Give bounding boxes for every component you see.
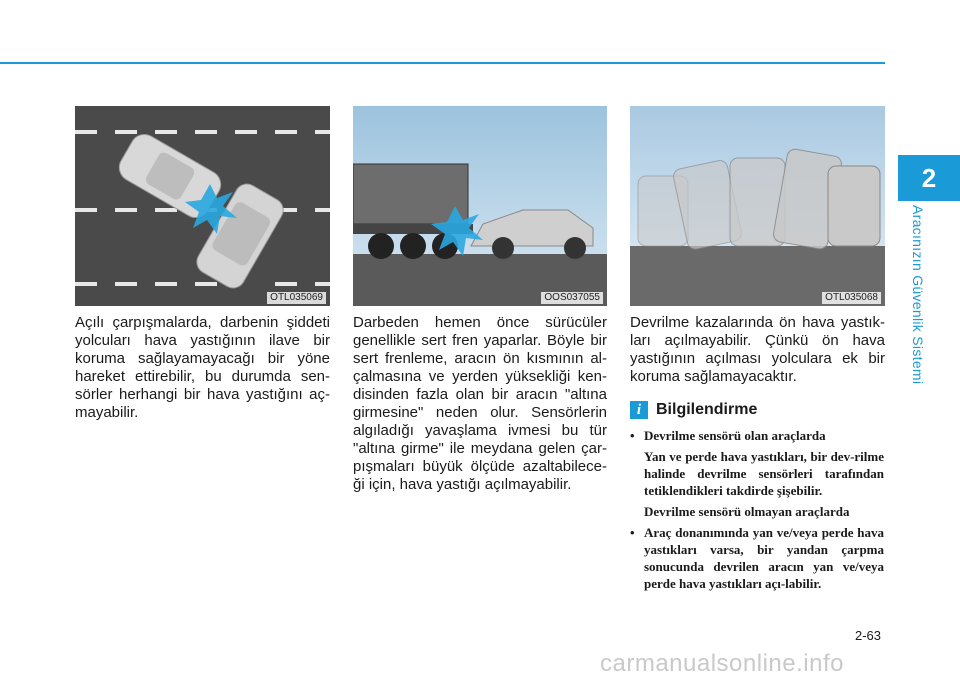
info-title: Bilgilendirme	[656, 401, 758, 418]
list-item	[630, 524, 884, 592]
rollover-illustration	[630, 106, 885, 306]
figure-angled-collision	[75, 106, 330, 306]
chapter-number-tab: 2	[898, 155, 960, 201]
angled-collision-illustration	[75, 106, 330, 306]
figure-underride	[353, 106, 607, 306]
top-rule	[0, 62, 885, 64]
info-heading	[630, 400, 757, 420]
column-2-text: Darbeden hemen önce sürücüler genellikle sert fren yaparlar. Böyle bir sert frenleme, aracın ön kısmının al-çalmasına ve yerden yüksekliği ken-disinden fazla olan bir aracın "altına girmesine" neden olur. Sensörlerin algıladığı yavaşlama ivmesi bu tür "altına girme" ile meydana gelen çar-pışmaları büyük ölçüde azaltabilece-ği için, hava yastığı açılmayabilir.	[353, 314, 607, 493]
bullet-icon: •	[630, 428, 635, 443]
figure-rollover	[630, 106, 885, 306]
figure-code: OTL035069	[267, 292, 326, 304]
info-icon: i	[630, 401, 648, 419]
bullet-head: Devrilme sensörü olan araçlarda	[644, 428, 826, 443]
page-number: 2-63	[855, 628, 882, 643]
figure-code: OTL035068	[822, 292, 881, 304]
chapter-title: Aracınızın Güvenlik Sistemi	[910, 205, 926, 385]
bullet-head: Araç donanımında yan ve/veya perde hava yastıkları varsa, bir yandan çarpma sonucunda devrilen aracın yan ve/veya perde hava yastıkları açı-labilir.	[644, 525, 884, 591]
figure-code: OOS037055	[541, 292, 603, 304]
column-3-text: Devrilme kazalarında ön hava yastık-ları açılmayabilir. Çünkü ön hava yastığının açılması yolculara ek bir koruma sağlamayacaktır.	[630, 314, 885, 385]
bullet-body: Yan ve perde hava yastıkları, bir dev-rilme halinde devrilme sensörleri tarafından tetiklendikleri takdirde şişebilir.	[644, 449, 884, 498]
bullet-extra: Devrilme sensörü olmayan araçlarda	[644, 504, 850, 519]
list-item	[630, 427, 884, 444]
column-1-text: Açılı çarpışmalarda, darbenin şiddeti yolcuları hava yastığının ilave bir koruma sağlayamayacağı bir yöne hareket ettirebilir, bu durumda sen-sörler herhangi bir hava yastığını aç-mayabilir.	[75, 314, 330, 421]
watermark: carmanualsonline.info	[600, 650, 844, 677]
bullet-icon: •	[630, 525, 635, 540]
info-list	[630, 427, 884, 592]
underride-illustration	[353, 106, 607, 306]
